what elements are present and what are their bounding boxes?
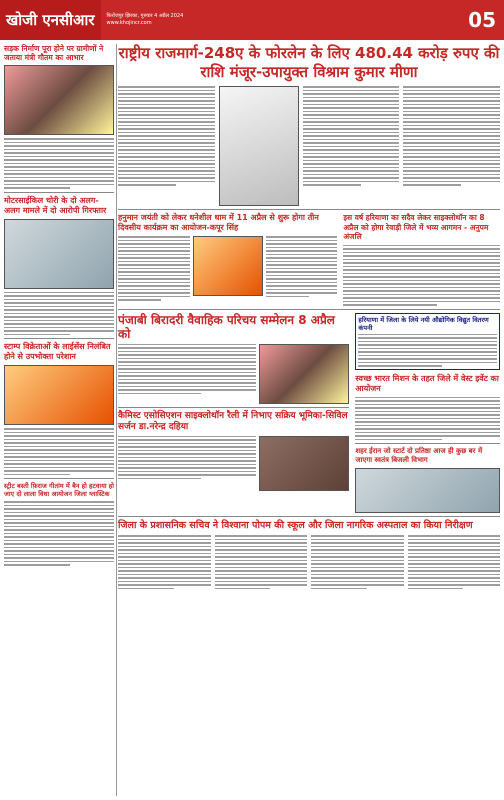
- sub-left-photo: [193, 236, 263, 296]
- story2-body: [4, 292, 114, 336]
- newspaper-logo: खोजी एनसीआर: [0, 0, 101, 40]
- story3-photo: [4, 365, 114, 425]
- story1-body: [4, 138, 114, 189]
- power-photo: [355, 468, 500, 513]
- main-column: [118, 44, 500, 589]
- right-info-box: [355, 313, 500, 370]
- sub-left-body2: [266, 236, 338, 301]
- sub-right-body: [343, 245, 500, 306]
- district-headline: जिला के प्रशासनिक सचिव ने विश्वाना पोपम की स्कूल और जिला नागरिक अस्पताल का किया निरीक्षण: [118, 520, 473, 531]
- story1-photo: [4, 65, 114, 135]
- story4-body: [4, 501, 114, 566]
- masthead-url: www.khojincr.com: [106, 20, 152, 26]
- column-divider: [116, 44, 117, 796]
- story4-headline: स्ट्रीट बस्ती फ़िराज गीतांम में बैन हो हटवाया हो जाए दो लाला विधा आयोजन जिला ग्लास्टिक: [4, 482, 114, 498]
- left-column: [4, 44, 114, 566]
- masthead: [0, 0, 504, 40]
- power-headline: शहर ईरान जो स्टार्ट दो प्रतिष्ठा आज ही कुछ बर में जाएगा स्वतंत्र बिजली विभाग: [355, 447, 483, 464]
- chemist-photo: [259, 436, 349, 491]
- right-box-body: [358, 334, 497, 367]
- story3-headline: स्टाम्प विक्रेताओं के लाईसेंस निलंबित होने से उपभोक्ता परेशान: [4, 342, 111, 361]
- lead-headline: राष्ट्रीय राजमार्ग-248ए के फोरलेन के लिए 480.44 करोड़ रुपए की राशि मंजूर-उपायुक्त विश्राम कुमार मीणा: [118, 44, 500, 81]
- right-box-headline: हरियाणा में जिला के लिये नयी औद्योगिक विद्युत वितरण कंपनी: [358, 315, 489, 332]
- banner-photo: [259, 344, 349, 404]
- story1-headline: सड़क निर्माण पूरा होने पर ग्रामीणों ने जताया मंत्री गौतम का आभार: [4, 44, 104, 62]
- story2-headline: मोटरसाईकिल चोरी के दो अलग-अलग मामले में दो आरोपी गिरफ्तार: [4, 195, 107, 215]
- sub-left-body: [118, 236, 190, 301]
- chemist-headline: कैमिस्ट एसोसिएशन साइक्लोथॉन रैली में निभाए सक्रिय भूमिका-सिविल सर्जन डा.नरेन्द्र दहिया: [118, 410, 348, 432]
- sub-left-headline: हनुमान जयंती को लेकर धनेशील धाम में 11 अप्रैल से शुरू होगा तीन दिवसीय कार्यक्रम का आयोजन-कपूर सिंह: [118, 213, 319, 232]
- masthead-date: फिरोजपुर झिरका, गुरुवार 4 अप्रैल 2024: [106, 13, 184, 19]
- banner-headline: पंजाबी बिरादरी वैवाहिक परिचय सम्मेलन 8 अप्रैल को: [118, 312, 335, 341]
- chemist-body: [118, 436, 256, 491]
- story2-photo: [4, 219, 114, 289]
- sub-right-headline: इस वर्ष हरियाणा का सदैव लेकर साइक्लोथॉन का 8 अप्रैल को होगा रेवाड़ी जिले में भव्य आगमन - अनुपम अंजलि: [343, 213, 489, 241]
- lead-body-col3: [403, 86, 500, 206]
- banner-body: [118, 344, 256, 404]
- yoga-headline: स्वच्छ भारत मिशन के तहत जिले में वेस्ट इवेंट का आयोजन: [355, 373, 499, 393]
- lead-photo: [219, 86, 299, 206]
- lead-body-col2: [303, 86, 400, 206]
- story3-body: [4, 428, 114, 475]
- lead-body-col1: [118, 86, 215, 206]
- page-number: 05: [468, 8, 496, 32]
- masthead-meta: [101, 13, 461, 27]
- district-body: [118, 535, 500, 589]
- yoga-body: [355, 397, 500, 441]
